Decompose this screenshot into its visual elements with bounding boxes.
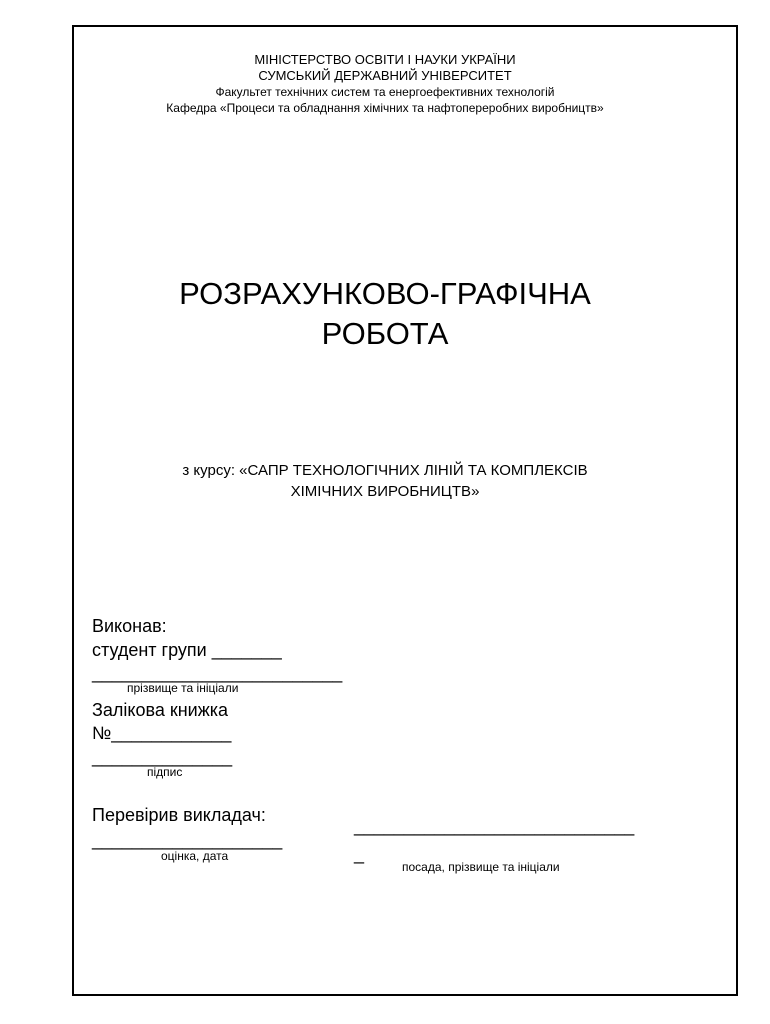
signature-line: ______________ xyxy=(92,747,233,767)
grade-date-line: ___________________ xyxy=(92,830,283,850)
signature-caption: підпис xyxy=(147,765,183,779)
faculty-name: Факультет технічних систем та енергоефективних технологій xyxy=(215,85,555,99)
teacher-position-caption: посада, прізвище та ініціали xyxy=(402,860,560,874)
teacher-position-line: ____________________________ xyxy=(354,816,635,836)
student-name-caption: прізвище та ініціали xyxy=(127,681,239,695)
ministry-name: МІНІСТЕРСТВО ОСВІТИ І НАУКИ УКРАЇНИ xyxy=(254,52,516,67)
document-title-line1: РОЗРАХУНКОВО-ГРАФІЧНА xyxy=(179,276,591,311)
university-name: СУМСЬКИЙ ДЕРЖАВНИЙ УНІВЕРСИТЕТ xyxy=(258,68,512,83)
document-title-line2: РОБОТА xyxy=(321,316,449,351)
course-line1: з курсу: «САПР ТЕХНОЛОГІЧНИХ ЛІНІЙ ТА КОМПЛЕКСІВ xyxy=(182,462,588,479)
department-name: Кафедра «Процеси та обладнання хімічних та нафтопереробних виробництв» xyxy=(166,101,604,115)
course-line2: ХІМІЧНИХ ВИРОБНИЦТВ» xyxy=(290,483,480,500)
student-name-line: _________________________ xyxy=(92,663,343,683)
grade-date-caption: оцінка, дата xyxy=(161,849,229,863)
checked-by-label: Перевірив викладач: xyxy=(92,805,266,825)
record-book-number: №____________ xyxy=(92,723,232,743)
student-group-field: студент групи _______ xyxy=(92,640,282,660)
record-book-label: Залікова книжка xyxy=(92,700,229,720)
performed-label: Виконав: xyxy=(92,616,167,636)
teacher-position-dash: _ xyxy=(354,844,365,864)
